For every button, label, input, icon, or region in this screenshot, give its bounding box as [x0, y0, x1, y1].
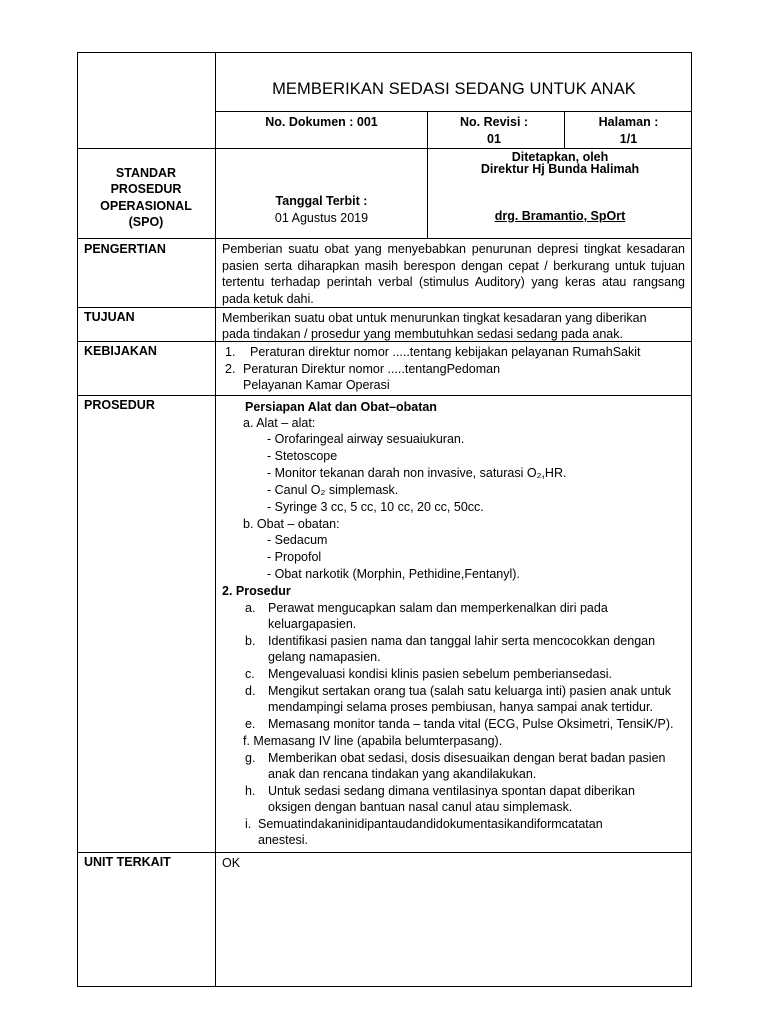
- obat-item: - Propofol: [267, 550, 322, 564]
- tujuan-line-2: pada tindakan / prosedur yang membutuhkan sedasi sedang pada anak.: [222, 327, 623, 341]
- step-e-letter: e.: [245, 717, 256, 731]
- step-b-letter: b.: [245, 634, 256, 648]
- spo-line-3: OPERASIONAL: [100, 199, 192, 213]
- prosedur-label: PROSEDUR: [84, 398, 155, 412]
- step-f-line-1: f. Memasang IV line (apabila belumterpasang).: [243, 734, 503, 748]
- step-b-line-1: Identifikasi pasien nama dan tanggal lahir serta mencocokkan dengan: [268, 634, 656, 648]
- no-revisi-label: No. Revisi :: [460, 115, 529, 129]
- step-d-line-1: Mengikut sertakan orang tua (salah satu keluarga inti) pasien anak untuk: [268, 684, 672, 698]
- obat-item: - Obat narkotik (Morphin, Pethidine,Fentanyl).: [267, 567, 520, 581]
- spo-line-4: (SPO): [128, 215, 164, 229]
- halaman-value: 1/1: [619, 132, 638, 146]
- tujuan-label: TUJUAN: [84, 310, 135, 324]
- step-a-line-1: Perawat mengucapkan salam dan memperkenalkan diri pada: [268, 601, 608, 615]
- pengertian-label: PENGERTIAN: [84, 242, 166, 256]
- persiapan-heading: Persiapan Alat dan Obat–obatan: [245, 400, 437, 414]
- kebijakan-item-2-number: 2.: [225, 362, 236, 376]
- step-h-line-1: Untuk sedasi sedang dimana ventilasinya spontan dapat diberikan: [268, 784, 635, 798]
- step-g-line-2: anak dan rencana tindakan yang akandilakukan.: [268, 767, 537, 781]
- step-h-letter: h.: [245, 784, 256, 798]
- row-divider-title: [215, 111, 692, 112]
- unit-terkait-value: OK: [222, 856, 241, 870]
- step-g-line-1: Memberikan obat sedasi, dosis disesuaikan dengan berat badan pasien: [268, 751, 666, 765]
- kebijakan-label: KEBIJAKAN: [84, 344, 157, 358]
- step-i-line-2: anestesi.: [258, 833, 309, 847]
- step-b-line-2: gelang namapasien.: [268, 650, 381, 664]
- row-divider-spo: [77, 238, 692, 239]
- kebijakan-item-1-number: 1.: [225, 345, 236, 359]
- tanggal-terbit-value: 01 Agustus 2019: [274, 211, 369, 225]
- step-i-line-1: Semuatindakaninidipantaudandidokumentasikandiformcatatan: [258, 817, 603, 831]
- ditetapkan-line-1: Ditetapkan, oleh: [511, 150, 609, 164]
- step-c-letter: c.: [245, 667, 255, 681]
- row-divider-kebijakan: [77, 395, 692, 396]
- step-e-line-1: Memasang monitor tanda – tanda vital (ECG, Pulse Oksimetri, TensiK/P).: [268, 717, 674, 731]
- step-d-letter: d.: [245, 684, 256, 698]
- unit-terkait-label: UNIT TERKAIT: [84, 855, 171, 869]
- alat-item: - Canul O₂ simplemask.: [267, 483, 399, 497]
- step-i-letter: i.: [245, 817, 252, 831]
- obat-heading: b. Obat – obatan:: [243, 517, 340, 531]
- step-a-line-2: keluargapasien.: [268, 617, 357, 631]
- tujuan-line-1: Memberikan suatu obat untuk menurunkan tingkat kesadaran yang diberikan: [222, 311, 647, 325]
- kebijakan-item-2-line-2: Pelayanan Kamar Operasi: [243, 378, 390, 392]
- step-d-line-2: mendampingi selama proses pembiusan, hanya sampai anak tertidur.: [268, 700, 653, 714]
- pengertian-text: Pemberian suatu obat yang menyebabkan penurunan depresi tingkat kesadaran pasien serta diharapkan masih berespon dengan cepat / berkurang untuk tujuan tertentu terhadap perintah verbal (stimulus Auditory) yang keras atau rangsang pada ketuk dahi.: [222, 242, 685, 306]
- signatory-name: drg. Bramantio, SpOrt: [494, 209, 626, 223]
- row-divider-prosedur: [77, 852, 692, 853]
- kebijakan-item-1: Peraturan direktur nomor .....tentang kebijakan pelayanan RumahSakit: [250, 345, 641, 359]
- prosedur-heading: 2. Prosedur: [222, 584, 291, 598]
- alat-heading: a. Alat – alat:: [243, 416, 316, 430]
- obat-item: - Sedacum: [267, 533, 328, 547]
- step-a-letter: a.: [245, 601, 256, 615]
- tanggal-terbit-label: Tanggal Terbit :: [275, 194, 368, 208]
- ditetapkan-line-2: Direktur Hj Bunda Halimah: [480, 162, 640, 176]
- spo-line-2: PROSEDUR: [110, 182, 182, 196]
- no-dokumen: No. Dokumen : 001: [265, 115, 378, 129]
- step-g-letter: g.: [245, 751, 256, 765]
- no-revisi-value: 01: [487, 132, 501, 146]
- spo-line-1: STANDAR: [115, 166, 177, 180]
- step-c-line-1: Mengevaluasi kondisi klinis pasien sebelum pemberiansedasi.: [268, 667, 612, 681]
- document-title: MEMBERIKAN SEDASI SEDANG UNTUK ANAK: [272, 80, 636, 98]
- alat-item: - Stetoscope: [267, 449, 338, 463]
- alat-item: - Monitor tekanan darah non invasive, saturasi O₂,HR.: [267, 466, 567, 480]
- alat-item: - Syringe 3 cc, 5 cc, 10 cc, 20 cc, 50cc.: [267, 500, 484, 514]
- row-divider-pengertian: [77, 307, 692, 308]
- step-h-line-2: oksigen dengan bantuan nasal canul atau simplemask.: [268, 800, 573, 814]
- alat-item: - Orofaringeal airway sesuaiukuran.: [267, 432, 465, 446]
- kebijakan-item-2-line-1: Peraturan Direktur nomor .....tentangPedoman: [243, 362, 501, 376]
- halaman-label: Halaman :: [598, 115, 659, 129]
